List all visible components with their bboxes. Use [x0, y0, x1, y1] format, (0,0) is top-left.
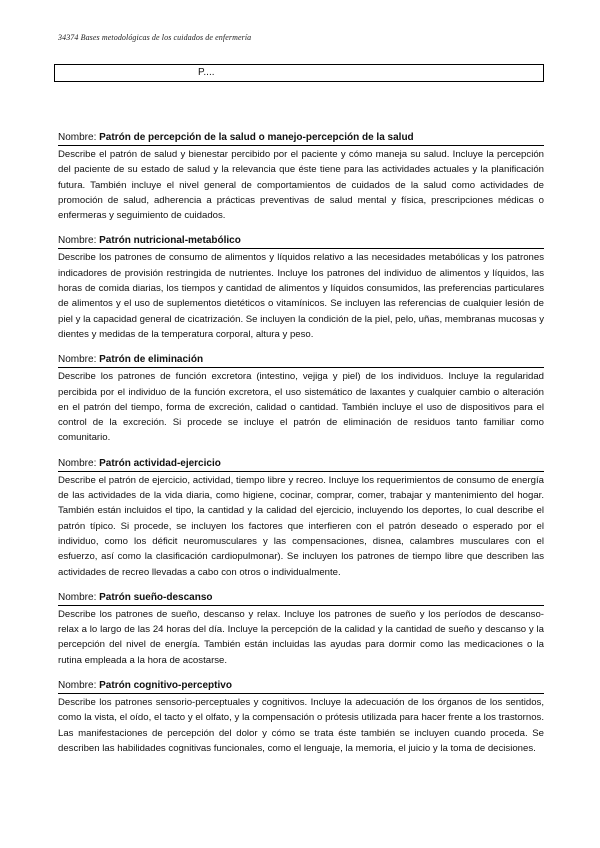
section-description: Describe el patrón de salud y bienestar percibido por el paciente y cómo maneja su salud. Incluye la percepción del paciente de su estado de salud y la relevancia que éste tiene para las actividades actuales y la planificación futura. También incluye el nivel general de comportamientos de cuidados de la salud como actividades de promoción de salud, adherencia a prácticas preventivas de salud mental y física, prescripciones médicas o enfermeras y seguimiento de cuidados.: [58, 149, 544, 222]
pattern-section-sleep: [58, 591, 544, 668]
patterns-content: [58, 131, 544, 767]
section-prefix: Nombre:: [58, 354, 97, 366]
section-description: Describe los patrones de función excretora (intestino, vejiga y piel) de los individuos. Incluye la regularidad percibida por el individuo de la función excretora, el uso sistemático de laxantes y cualquier cambio o alteración en el patrón del tiempo, forma de excreción, calidad o cantidad. También incluye el uso de dispositivos para el control de la excreción. Si procede se incluye el patrón de eliminación de residuos tanto familiar como comunitario.: [58, 371, 544, 444]
pattern-box-label: P....: [198, 67, 215, 78]
section-heading: [58, 234, 544, 249]
section-prefix: Nombre:: [58, 680, 97, 692]
section-prefix: Nombre:: [58, 132, 97, 143]
section-heading: [58, 353, 544, 368]
section-heading: [58, 131, 544, 146]
section-title: Patrón cognitivo-perceptivo: [99, 680, 232, 692]
section-prefix: Nombre:: [58, 235, 97, 247]
section-description: Describe los patrones de consumo de alimentos y líquidos relativo a las necesidades metabólicas y los patrones indicadores de provisión restringida de nutrientes. Incluye los patrones del individuo de alimentos y líquidos, las horas de comida diarias, los tiempos y cantidad de alimentos y líquidos consumidos, las preferencias particulares de alimentos y el uso de suplementos dietéticos o vitamínicos. Se incluyen las referencias de cualquier lesión de piel y la capacidad general de cicatrización. Se incluyen la condición de la piel, pelo, uñas, membranas mucosas y dientes y medidas de la temperatura corporal, altura y peso.: [58, 252, 544, 340]
section-title: Patrón sueño-descanso: [99, 591, 213, 603]
section-description: Describe los patrones de sueño, descanso y relax. Incluye los patrones de sueño y los períodos de descanso-relax a lo largo de las 24 horas del día. Incluye la percepción de la calidad y la cantidad de sueño y descanso y la percepción del nivel de energía. También están incluidas las ayudas para dormir como las medicaciones o la rutina empleada a la hora de acostarse.: [58, 608, 544, 666]
section-title: Patrón de eliminación: [99, 354, 204, 366]
section-prefix: Nombre:: [58, 457, 97, 469]
section-description: Describe los patrones sensorio-perceptuales y cognitivos. Incluye la adecuación de los órganos de los sentidos, como la vista, el oído, el tacto y el olfato, y la compensación o prótesis utilizada para hacer frente a los trastornos. Las manifestaciones de percepción del dolor y cómo se trata éste también se incluyen cuando proceda. Se describen las habilidades cognitivas funcionales, como el lenguaje, la memoria, el juicio y la toma de decisiones.: [58, 697, 544, 754]
section-title: Patrón nutricional-metabólico: [99, 235, 241, 247]
section-heading: [58, 591, 544, 606]
section-title: Patrón de percepción de la salud o manejo-percepción de la salud: [99, 132, 414, 143]
pattern-box: [54, 64, 544, 82]
section-heading: [58, 457, 544, 472]
pattern-section-cognitive: [58, 679, 544, 756]
pattern-section-health-perception: [58, 131, 544, 223]
section-heading: [58, 679, 544, 694]
section-title: Patrón actividad-ejercicio: [99, 457, 221, 469]
pattern-section-nutritional: [58, 234, 544, 342]
pattern-section-activity: [58, 457, 544, 580]
section-prefix: Nombre:: [58, 591, 97, 603]
page-header: 34374 Bases metodológicas de los cuidados de enfermería: [58, 33, 252, 42]
pattern-section-elimination: [58, 353, 544, 445]
section-description: Describe el patrón de ejercicio, actividad, tiempo libre y recreo. Incluye los requerimientos de consumo de energía de las actividades de la vida diaria, como higiene, cocinar, comprar, comer, trabajar y mantenimiento del hogar. También están incluidos el tipo, la cantidad y la calidad del ejercicio, incluyendo los deportes, lo cual describe el patrón típico. Si procede, se incluyen los factores que interfieren con el patrón deseado o esperado por el individuo, como los déficit neuromusculares y las compensaciones, disnea, calambres musculares con el esfuerzo, así como la clasificación cardiopulmonar). Se incluyen los patrones de tiempo libre que describen las actividades de recreo llevadas a cabo con otros o individualmente.: [58, 474, 544, 578]
